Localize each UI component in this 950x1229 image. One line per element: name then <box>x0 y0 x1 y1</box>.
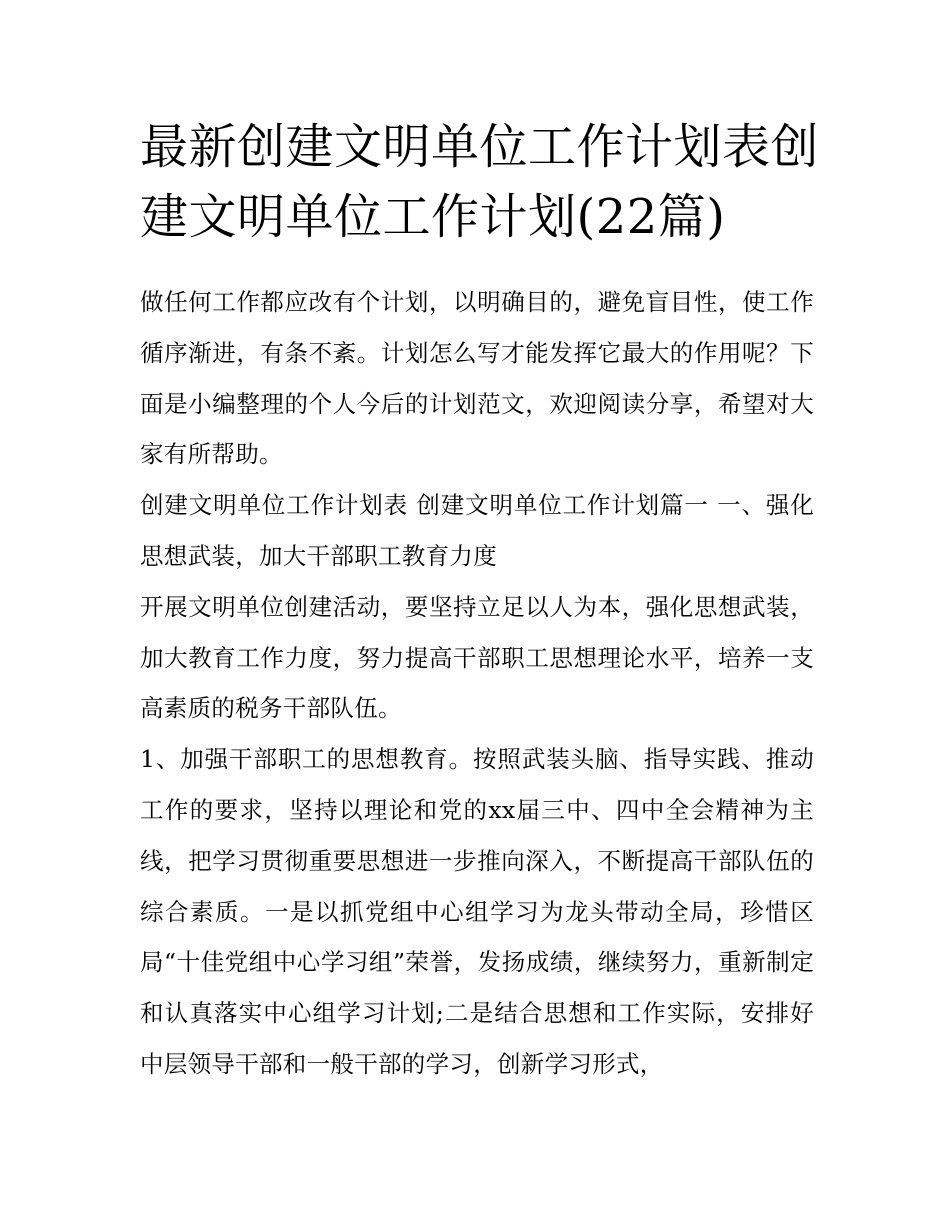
paragraph-item-1: 1、加强干部职工的思想教育。按照武装头脑、指导实践、推动工作的要求，坚持以理论和党的xx届三中、四中全会精神为主线，把学习贯彻重要思想进一步推向深入，不断提高干部队伍的综合素质。一是以抓党组中心组学习为龙头带动全局，珍惜区局“十佳党组中心学习组”荣誉，发扬成绩，继续努力，重新制定和认真落实中心组学习计划;二是结合思想和工作实际，安排好中层领导干部和一般干部的学习，创新学习形式， <box>140 745 814 1078</box>
paragraph-intro: 做任何工作都应改有个计划，以明确目的，避免盲目性，使工作循序渐进，有条不紊。计划怎么写才能发挥它最大的作用呢？下面是小编整理的个人今后的计划范文，欢迎阅读分享，希望对大家有所帮助。 <box>140 288 814 469</box>
document-title: 最新创建文明单位工作计划表创建文明单位工作计划(22篇) <box>140 119 820 245</box>
document-body <box>140 277 814 1090</box>
paragraph-section-heading: 创建文明单位工作计划表 创建文明单位工作计划篇一 一、强化思想武装，加大干部职工教育力度 <box>140 491 814 570</box>
paragraph-section-intro: 开展文明单位创建活动，要坚持立足以人为本，强化思想武装，加大教育工作力度，努力提高干部职工思想理论水平，培养一支高素质的税务干部队伍。 <box>140 592 814 723</box>
